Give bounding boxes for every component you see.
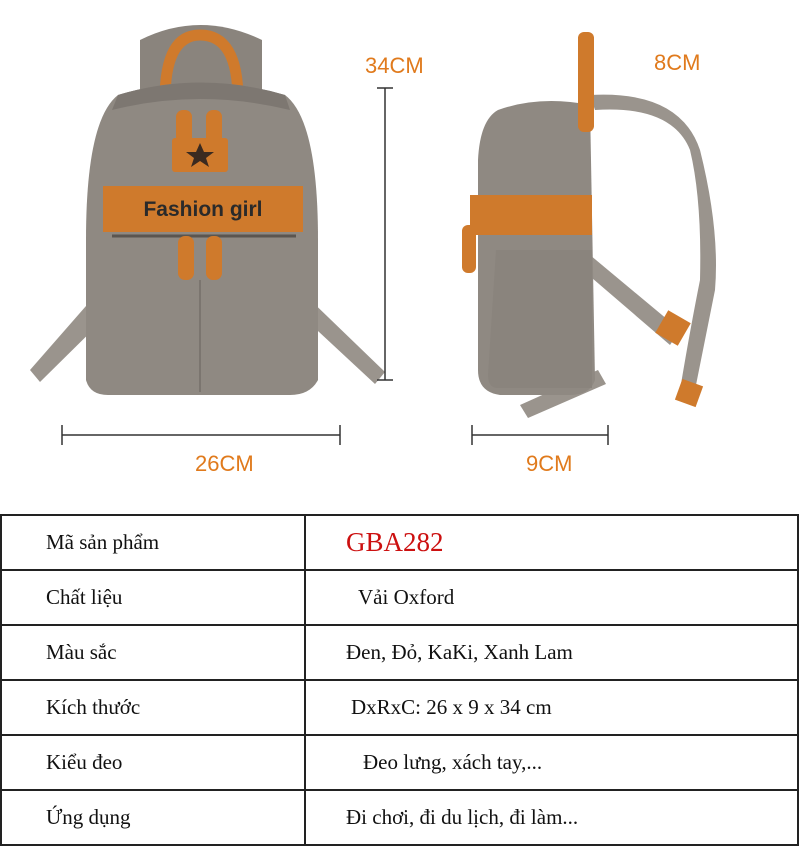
zipper-pull-right [206, 236, 222, 280]
strap-tab-lower [675, 379, 703, 407]
spec-value: Đeo lưng, xách tay,... [305, 735, 798, 790]
side-pocket [488, 250, 592, 388]
depth-label: 9CM [526, 451, 573, 476]
spec-table [0, 514, 799, 846]
height-label: 34CM [365, 53, 424, 78]
side-zipper-pull [462, 225, 476, 273]
side-handle [578, 32, 594, 132]
backpack-side-view [462, 32, 716, 418]
spec-value: Vải Oxford [305, 570, 798, 625]
spec-label: Ứng dụng [1, 790, 305, 845]
spec-label: Kiểu đeo [1, 735, 305, 790]
depth-top-label: 8CM [654, 50, 701, 75]
table-row [1, 790, 798, 845]
table-row [1, 735, 798, 790]
table-row [1, 515, 798, 570]
side-shoulder-strap [590, 95, 716, 390]
backpack-front-view [30, 25, 385, 395]
product-code: GBA282 [305, 515, 798, 570]
brand-text: Fashion girl [143, 198, 263, 221]
side-band [470, 195, 592, 235]
table-row [1, 570, 798, 625]
spec-value: Đen, Đỏ, KaKi, Xanh Lam [305, 625, 798, 680]
width-label: 26CM [195, 451, 254, 476]
table-row [1, 680, 798, 735]
spec-label: Kích thước [1, 680, 305, 735]
spec-label: Mã sản phẩm [1, 515, 305, 570]
spec-label: Màu sắc [1, 625, 305, 680]
table-row [1, 625, 798, 680]
spec-value: DxRxC: 26 x 9 x 34 cm [305, 680, 798, 735]
spec-value: Đi chơi, đi du lịch, đi làm... [305, 790, 798, 845]
zipper-pull-left [178, 236, 194, 280]
bag-body-front [86, 83, 318, 396]
spec-label: Chất liệu [1, 570, 305, 625]
